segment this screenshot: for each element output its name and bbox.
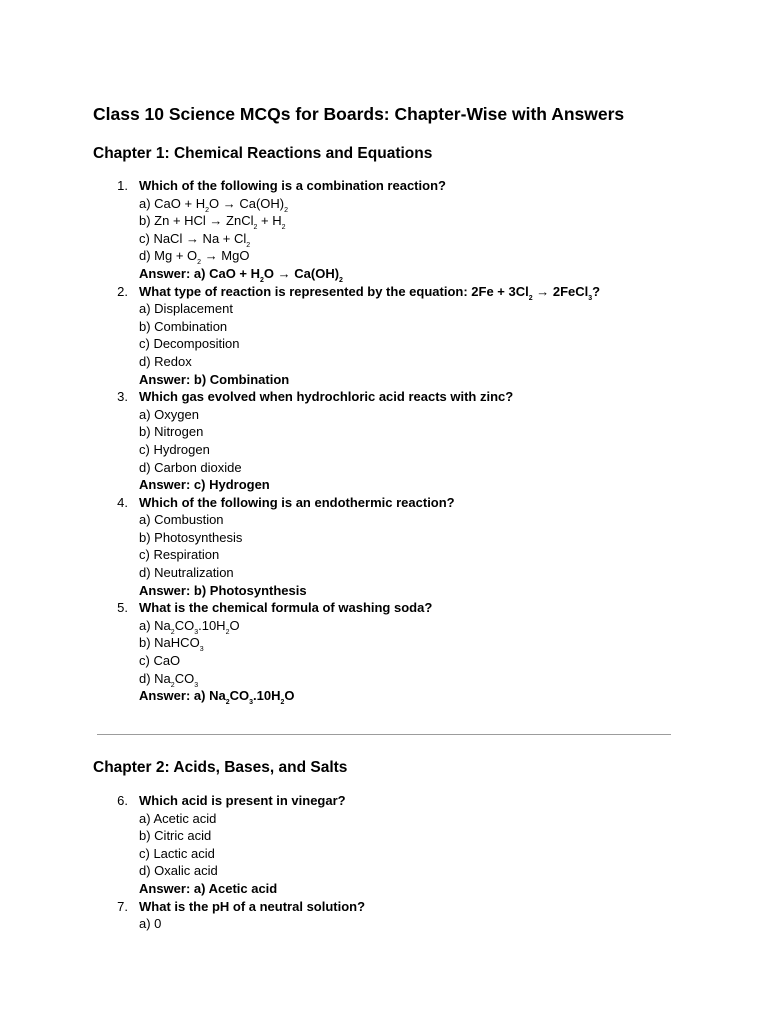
question-text: Which gas evolved when hydrochloric acid reacts with zinc? [139, 389, 514, 405]
chapter-1-question-list [0, 177, 600, 705]
answer-option: c) Hydrogen [139, 441, 210, 457]
question-item [0, 599, 600, 705]
answer-option: c) CaO [139, 653, 181, 669]
answer-option: b) Photosynthesis [139, 529, 243, 545]
question-text: What is the chemical formula of washing soda? [139, 600, 433, 616]
question-number: 3. [117, 389, 128, 405]
answer-option: b) Combination [139, 318, 228, 334]
answer-option: d) Carbon dioxide [139, 459, 242, 475]
answer-option: b) Nitrogen [139, 424, 204, 440]
answer-option: a) Combustion [139, 512, 224, 528]
question-text: Which of the following is an endothermic reaction? [139, 494, 455, 510]
chapter-2-heading: Chapter 2: Acids, Bases, and Salts [93, 759, 348, 776]
answer-option: a) CaO + $H_2O \to Ca(OH)_2$ [139, 195, 289, 214]
answer-option: b) NaHCO$_3$ [139, 635, 204, 654]
answer-option: c) Decomposition [139, 336, 240, 352]
correct-answer: Answer: b) Photosynthesis [139, 582, 307, 598]
question-number: 7. [117, 898, 128, 914]
question-text: Which of the following is a combination reaction? [139, 178, 446, 193]
question-text: What is the pH of a neutral solution? [139, 898, 366, 914]
answer-option: a) 0 [139, 916, 162, 932]
question-item [0, 177, 600, 283]
answer-option: a) Acetic acid [139, 810, 217, 826]
question-item [0, 388, 600, 494]
question-item [0, 898, 365, 933]
chapter-1-heading: Chapter 1: Chemical Reactions and Equations [93, 145, 433, 162]
question-item [0, 494, 600, 600]
question-number: 6. [117, 793, 128, 808]
answer-option: d) Oxalic acid [139, 863, 218, 879]
section-divider [97, 734, 671, 735]
question-item [0, 792, 365, 898]
answer-option: d) Neutralization [139, 565, 234, 581]
correct-answer: Answer: a) $Na_2CO_3.10H_2O$ [139, 688, 295, 707]
answer-option: a) $Na_2CO_3.10H_2O$ [139, 617, 240, 636]
question-item [0, 283, 600, 389]
answer-option: d) $Mg + O_2$ → MgO [139, 248, 250, 267]
page-title: Class 10 Science MCQs for Boards: Chapter-Wise with Answers [93, 104, 625, 124]
answer-option: a) Displacement [139, 301, 233, 317]
question-text: What type of reaction is represented by the equation: $2Fe + 3Cl_2$ → 2FeCl$_3$? [139, 283, 601, 302]
question-text: Which acid is present in vinegar? [139, 793, 346, 808]
chapter-2-question-list [0, 792, 365, 933]
correct-answer: Answer: b) Combination [139, 371, 290, 387]
answer-option: c) Respiration [139, 547, 220, 563]
correct-answer: Answer: a) Acetic acid [139, 880, 278, 896]
correct-answer: Answer: c) Hydrogen [139, 477, 270, 493]
question-number: 2. [117, 283, 128, 299]
answer-option: b) Zn + HCl → ZnCl$_2$ + $H_2$ [139, 213, 286, 232]
question-number: 1. [117, 178, 128, 193]
answer-option: c) Lactic acid [139, 845, 215, 861]
answer-option: c) NaCl → $Na + Cl_2$ [139, 230, 251, 249]
answer-option: a) Oxygen [139, 406, 199, 422]
question-number: 5. [117, 600, 128, 616]
question-number: 4. [117, 494, 128, 510]
correct-answer: Answer: a) CaO + $H_2O \to Ca(OH)_2$ [139, 265, 343, 284]
answer-option: b) Citric acid [139, 828, 212, 844]
answer-option: d) $Na_2CO_3$ [139, 670, 199, 689]
answer-option: d) Redox [139, 353, 192, 369]
